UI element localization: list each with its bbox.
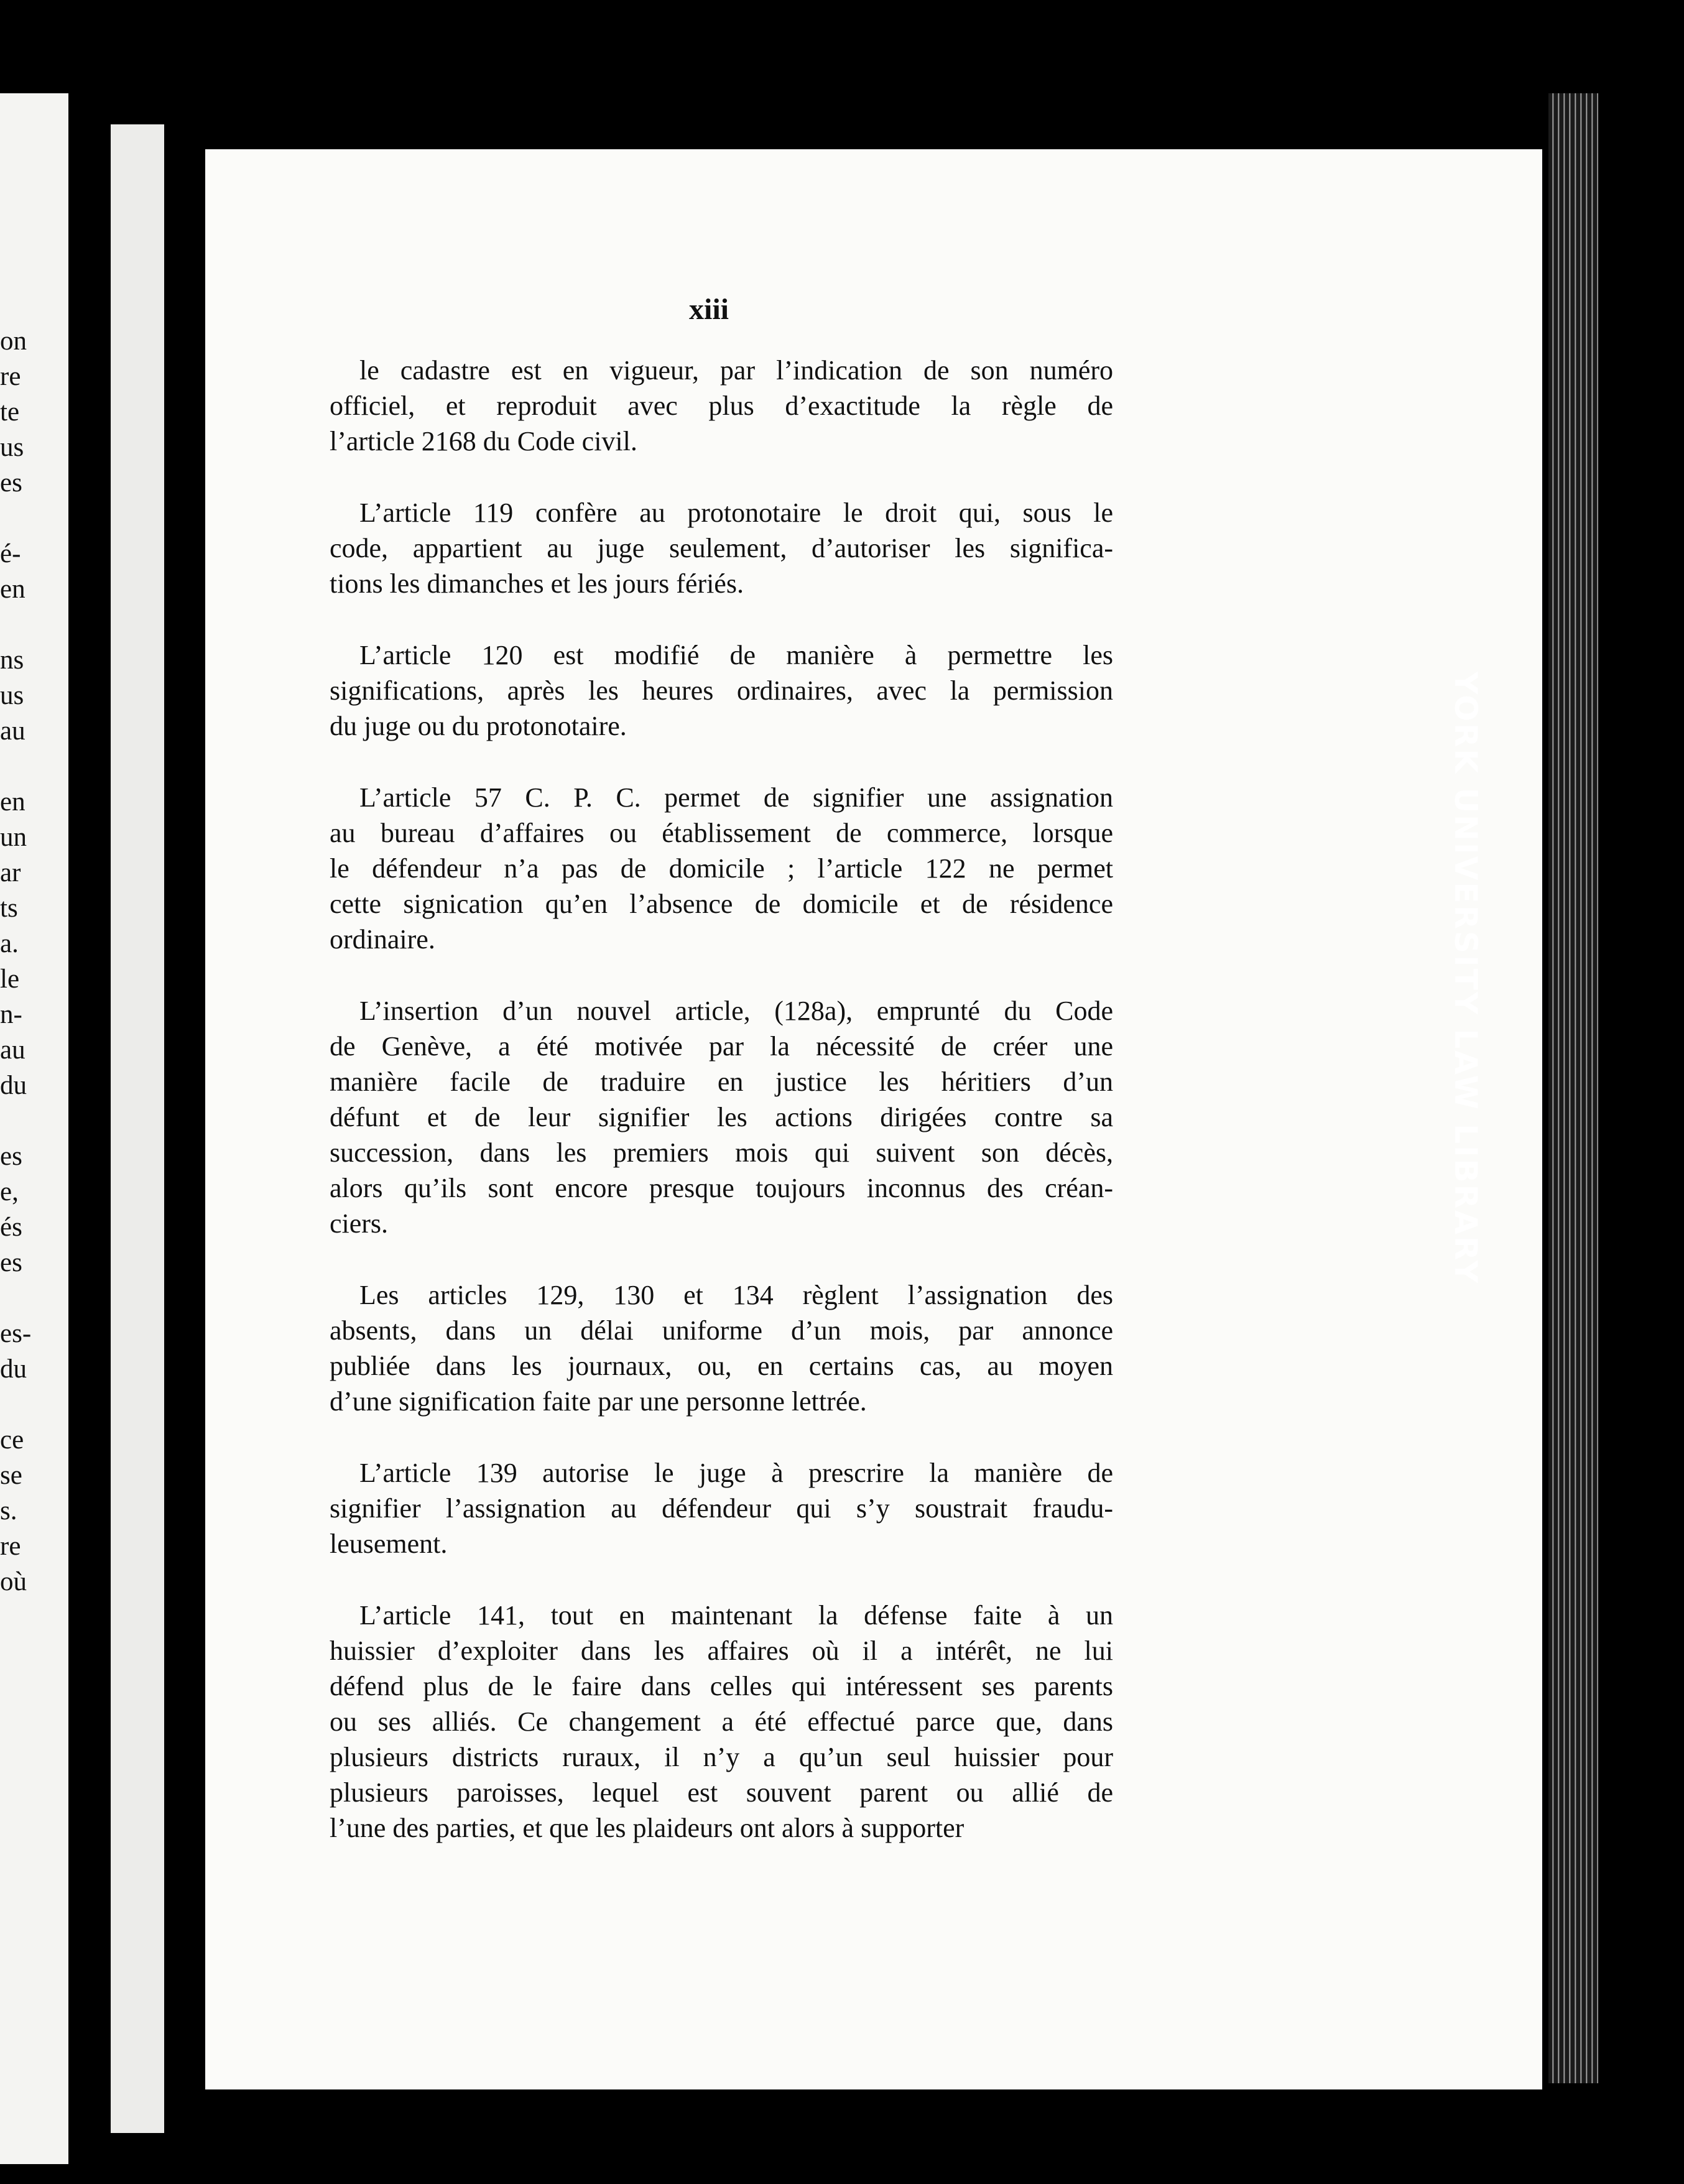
- left-fragment: te: [0, 397, 20, 427]
- text-line: succession, dans les premiers mois qui suivent son décès,: [330, 1137, 1113, 1168]
- left-fragment: du: [0, 1354, 27, 1384]
- left-fragment: ts: [0, 894, 18, 923]
- left-fragment: le: [0, 965, 20, 994]
- gutter-strip: [111, 124, 164, 2133]
- left-fragment: es: [0, 1142, 22, 1171]
- text-line: L’article 139 autorise le juge à prescrire la manière de: [359, 1458, 1113, 1488]
- text-line: L’article 141, tout en maintenant la défense faite à un: [359, 1600, 1113, 1631]
- left-fragment: s.: [0, 1496, 17, 1525]
- text-line: leusement.: [330, 1529, 448, 1559]
- text-line: publiée dans les journaux, ou, en certains cas, au moyen: [330, 1351, 1113, 1381]
- left-fragment: a.: [0, 929, 19, 958]
- text-line: signifier l’assignation au défendeur qui s’y soustrait fraudu-: [330, 1493, 1113, 1524]
- left-fragment: e,: [0, 1177, 19, 1206]
- left-fragment: re: [0, 362, 21, 391]
- text-line: manière facile de traduire en justice les héritiers d’un: [330, 1067, 1113, 1097]
- left-fragment: se: [0, 1461, 22, 1490]
- left-fragment: au: [0, 716, 25, 746]
- text-line: L’insertion d’un nouvel article, (128a), emprunté du Code: [359, 996, 1113, 1026]
- left-fragment: us: [0, 433, 24, 462]
- paragraph: [330, 1455, 1113, 1562]
- text-line: tions les dimanches et les jours fériés.: [330, 568, 744, 599]
- text-line: alors qu’ils sont encore presque toujours inconnus des créan-: [330, 1173, 1113, 1203]
- page-edge-stack: [1548, 93, 1598, 2083]
- text-line: l’une des parties, et que les plaideurs ont alors à supporter: [330, 1813, 965, 1843]
- text-line: huissier d’exploiter dans les affaires où il a intérêt, ne lui: [330, 1636, 1113, 1666]
- left-page-fragments: [0, 323, 62, 1599]
- paragraph: [330, 353, 1113, 459]
- left-fragment: es-: [0, 1319, 32, 1348]
- left-fragment: és: [0, 1213, 22, 1242]
- left-fragment: n-: [0, 1000, 22, 1029]
- text-line: ou ses alliés. Ce changement a été effectué parce que, dans: [330, 1706, 1113, 1737]
- text-line: ordinaire.: [330, 924, 435, 955]
- left-fragment: au: [0, 1035, 25, 1065]
- library-stamp-text: YORK UNIVERSITY LAW LIBRARY: [1448, 672, 1484, 1285]
- text-line: plusieurs paroisses, lequel est souvent parent ou allié de: [330, 1777, 1113, 1808]
- left-fragment: du: [0, 1071, 27, 1100]
- left-fragment: ns: [0, 645, 24, 675]
- text-line: ciers.: [330, 1208, 389, 1239]
- text-line: de Genève, a été motivée par la nécessité de créer une: [330, 1031, 1113, 1062]
- text-line: défunt et de leur signifier les actions dirigées contre sa: [330, 1102, 1113, 1132]
- paragraph: [330, 1598, 1113, 1846]
- text-line: L’article 120 est modifié de manière à permettre les: [359, 640, 1113, 670]
- left-fragment: [0, 749, 62, 784]
- text-line: le défendeur n’a pas de domicile ; l’article 122 ne permet: [330, 853, 1113, 884]
- left-fragment: un: [0, 823, 27, 852]
- left-fragment: re: [0, 1532, 21, 1561]
- text-line: le cadastre est en vigueur, par l’indication de son numéro: [359, 355, 1113, 386]
- text-line: défend plus de le faire dans celles qui intéressent ses parents: [330, 1671, 1113, 1701]
- text-line: L’article 119 confère au protonotaire le droit qui, sous le: [359, 497, 1113, 528]
- text-line: code, appartient au juge seulement, d’autoriser les significa-: [330, 533, 1113, 563]
- left-fragment: [0, 1103, 62, 1139]
- left-fragment: [0, 1387, 62, 1422]
- library-stamp: [1444, 672, 1487, 1285]
- left-fragment: es: [0, 468, 22, 497]
- left-fragment: ce: [0, 1425, 24, 1455]
- text-line: du juge ou du protonotaire.: [330, 711, 627, 741]
- text-line: l’article 2168 du Code civil.: [330, 426, 637, 456]
- paragraph: [330, 993, 1113, 1241]
- text-line: L’article 57 C. P. C. permet de signifier une assignation: [359, 782, 1113, 813]
- text-line: Les articles 129, 130 et 134 règlent l’assignation des: [359, 1280, 1113, 1310]
- left-fragment: é-: [0, 539, 21, 568]
- text-line: cette signication qu’en l’absence de domicile et de résidence: [330, 889, 1113, 919]
- left-fragment: us: [0, 681, 24, 710]
- page-number: xiii: [689, 293, 729, 326]
- left-fragment: en: [0, 575, 25, 604]
- text-line: absents, dans un délai uniforme d’un mois, par annonce: [330, 1315, 1113, 1346]
- left-fragment: ar: [0, 858, 21, 887]
- left-fragment: où: [0, 1567, 27, 1596]
- paragraph: [330, 637, 1113, 744]
- left-fragment: [0, 501, 62, 536]
- text-line: plusieurs districts ruraux, il n’y a qu’un seul huissier pour: [330, 1742, 1113, 1772]
- left-fragment: [0, 1280, 62, 1316]
- left-fragment: [0, 607, 62, 642]
- paragraph: [330, 1277, 1113, 1419]
- text-line: au bureau d’affaires ou établissement de commerce, lorsque: [330, 818, 1113, 848]
- text-line: officiel, et reproduit avec plus d’exactitude la règle de: [330, 391, 1113, 421]
- left-fragment: en: [0, 787, 25, 817]
- paragraph: [330, 495, 1113, 601]
- text-line: significations, après les heures ordinaires, avec la permission: [330, 675, 1113, 706]
- paragraph: [330, 780, 1113, 957]
- left-fragment: on: [0, 326, 27, 356]
- left-fragment: es: [0, 1248, 22, 1277]
- body-text: [330, 353, 1113, 1882]
- text-line: d’une signification faite par une personne lettrée.: [330, 1386, 867, 1417]
